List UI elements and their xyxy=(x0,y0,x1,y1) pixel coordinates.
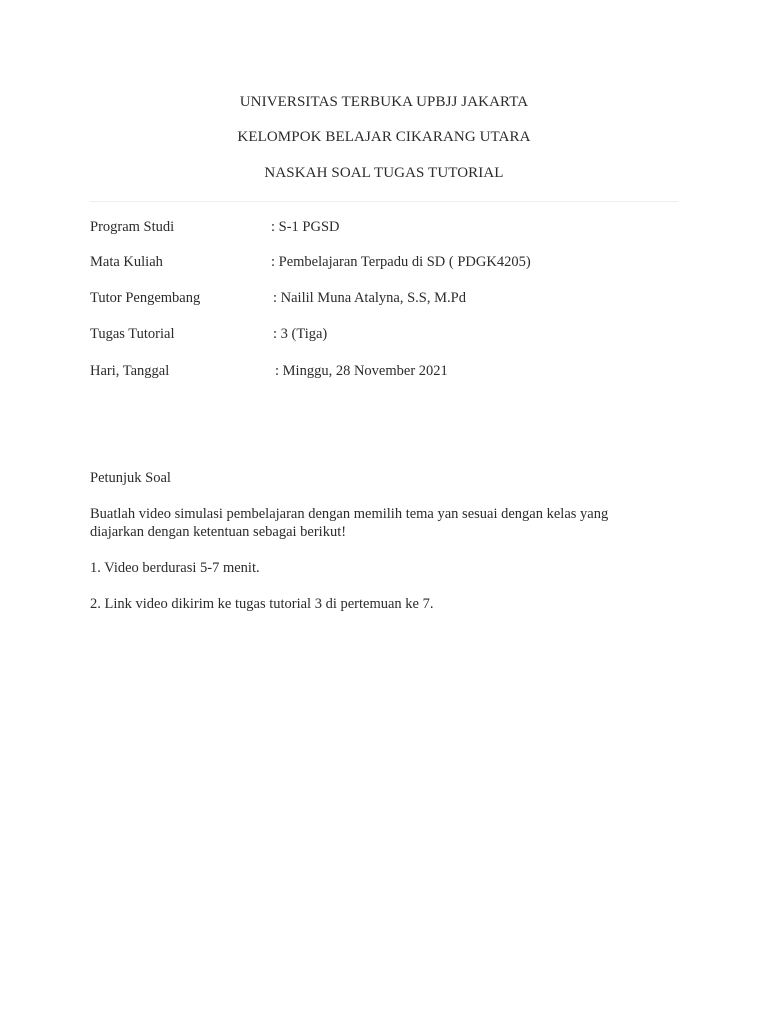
info-label: Mata Kuliah xyxy=(90,254,163,270)
instructions-body-line-1: Buatlah video simulasi pembelajaran dengan memilih tema yan sesuai dengan kelas yang xyxy=(90,506,609,522)
header-study-group: KELOMPOK BELAJAR CIKARANG UTARA xyxy=(237,129,531,145)
info-value: : 3 (Tiga) xyxy=(273,326,328,342)
info-value: : Nailil Muna Atalyna, S.S, M.Pd xyxy=(273,290,466,306)
instruction-item-1: 1. Video berdurasi 5-7 menit. xyxy=(90,560,260,576)
info-value: : S-1 PGSD xyxy=(271,219,340,235)
instructions-body-line-2: diajarkan dengan ketentuan sebagai berikut! xyxy=(90,524,347,540)
instructions-title: Petunjuk Soal xyxy=(90,470,171,486)
info-value: : Pembelajaran Terpadu di SD ( PDGK4205) xyxy=(271,254,531,270)
info-label: Tugas Tutorial xyxy=(90,326,175,342)
header-divider xyxy=(90,201,678,202)
info-label: Tutor Pengembang xyxy=(90,290,201,306)
info-value: : Minggu, 28 November 2021 xyxy=(275,363,448,379)
info-label: Hari, Tanggal xyxy=(90,363,170,379)
info-label: Program Studi xyxy=(90,219,175,235)
header-university: UNIVERSITAS TERBUKA UPBJJ JAKARTA xyxy=(239,94,529,110)
header-document-title: NASKAH SOAL TUGAS TUTORIAL xyxy=(264,165,504,181)
instruction-item-2: 2. Link video dikirim ke tugas tutorial 3 di pertemuan ke 7. xyxy=(90,596,434,612)
